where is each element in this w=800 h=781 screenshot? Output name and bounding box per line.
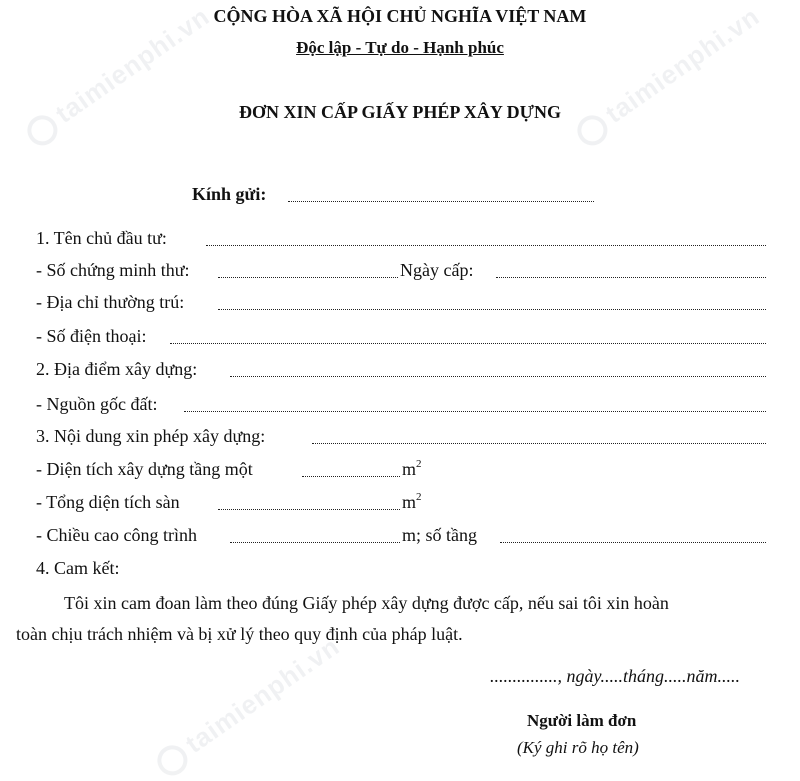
content-dotted-line bbox=[312, 443, 766, 444]
site-dotted-line bbox=[230, 376, 766, 377]
floor-area-unit: $m^2$ bbox=[402, 491, 422, 512]
land-origin-label: - Nguồn gốc đất: bbox=[36, 394, 158, 414]
content-label: 3. Nội dung xin phép xây dựng: bbox=[36, 426, 266, 446]
id-number-label: - Số chứng minh thư: bbox=[36, 260, 190, 280]
address-label: - Địa chỉ thường trú: bbox=[36, 292, 185, 312]
commitment-text-line2: toàn chịu trách nhiệm và bị xử lý theo quy định của pháp luật. bbox=[16, 624, 463, 644]
id-number-dotted-line bbox=[218, 277, 398, 278]
floor-area-dotted-line bbox=[218, 509, 400, 510]
date-line: ..............., ngày.....tháng.....năm..... bbox=[490, 666, 740, 686]
phone-dotted-line bbox=[170, 343, 766, 344]
issue-date-label: Ngày cấp: bbox=[400, 260, 474, 280]
phone-label: - Số điện thoại: bbox=[36, 326, 147, 346]
signature-title: Người làm đơn bbox=[527, 711, 637, 730]
commitment-label: 4. Cam kết: bbox=[36, 558, 120, 578]
watermark: taimienphi.vn bbox=[150, 631, 346, 781]
height-unit-floors: m; số tầng bbox=[402, 525, 477, 545]
address-dotted-line bbox=[218, 309, 766, 310]
nation-heading: CỘNG HÒA XÃ HỘI CHỦ NGHĨA VIỆT NAM bbox=[213, 6, 587, 26]
height-dotted-line bbox=[230, 542, 400, 543]
commitment-text-line1: Tôi xin cam đoan làm theo đúng Giấy phép xây dựng được cấp, nếu sai tôi xin hoàn bbox=[64, 593, 669, 613]
floor-area-label: - Tổng diện tích sàn bbox=[36, 492, 180, 512]
recipient-dotted-line bbox=[288, 201, 594, 202]
ground-area-unit: $m^2$ bbox=[402, 458, 422, 479]
signature-note: (Ký ghi rõ họ tên) bbox=[517, 738, 639, 757]
height-label: - Chiều cao công trình bbox=[36, 525, 197, 545]
issue-date-dotted-line bbox=[496, 277, 766, 278]
ground-area-label: - Diện tích xây dựng tầng một bbox=[36, 459, 253, 479]
ground-area-dotted-line bbox=[302, 476, 400, 477]
watermark: taimienphi.vn bbox=[20, 1, 216, 152]
owner-name-dotted-line bbox=[206, 245, 766, 246]
recipient-label: Kính gửi: bbox=[192, 184, 267, 204]
floors-dotted-line bbox=[500, 542, 766, 543]
owner-name-label: 1. Tên chủ đầu tư: bbox=[36, 228, 167, 248]
motto: Độc lập - Tự do - Hạnh phúc bbox=[296, 38, 504, 57]
site-label: 2. Địa điểm xây dựng: bbox=[36, 359, 198, 379]
land-origin-dotted-line bbox=[184, 411, 766, 412]
form-title: ĐƠN XIN CẤP GIẤY PHÉP XÂY DỰNG bbox=[239, 102, 561, 122]
watermark: taimienphi.vn bbox=[570, 1, 766, 152]
